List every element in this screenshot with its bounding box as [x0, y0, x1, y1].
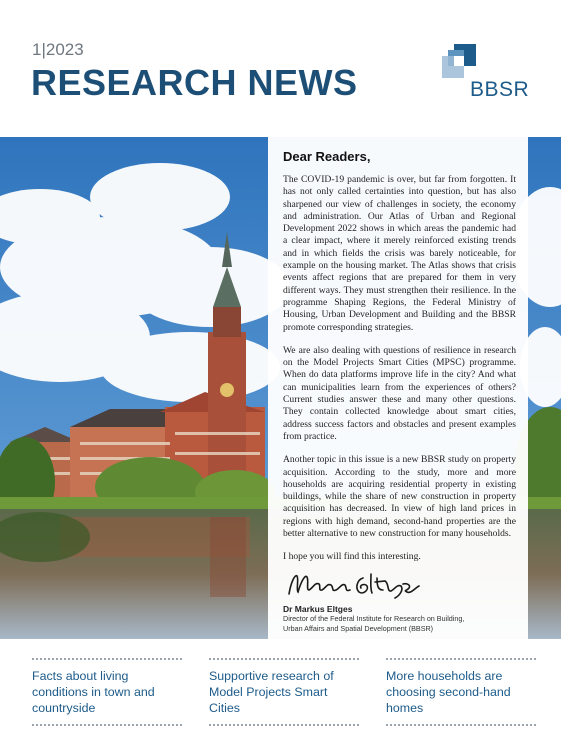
letter-closing: I hope you will find this interesting. — [283, 551, 421, 563]
letter-paragraph: We are also dealing with questions of resilience in research on the Model Projects Smart Cities (MPSC) programme. When do data platforms improve life in the city? And what can municipalities learn from the experiences of others? Current studies answer these and many other questions. They contain collected knowledge about smart cities, address success factors and obstacles and present examples from practice. — [283, 344, 516, 442]
teaser-text: More households are choosing second-hand homes — [386, 669, 511, 715]
letter-greeting: Dear Readers, — [283, 149, 371, 164]
teaser-text: Facts about living conditions in town and countryside — [32, 669, 155, 715]
letter-paragraph: The COVID-19 pandemic is over, but far from forgotten. It has not only called certainties into question, but has also sharpened our view of challenges in society, the economy and administration. Our Atlas of Urban and Regional Development 2022 shows in which areas the pandemic had a clear impact, where it merely reinforced existing trends and in which fields the crisis was barely noticeable, for example on the housing market. The Atlas shows that crisis events affect regions that are prepared for them in very different ways. They must strengthen their resilience. In the programme Shaping Regions, the Federal Ministry of Housing, Urban Development and Building and the BBSR promote corresponding strategies. — [283, 174, 516, 333]
issue-number: 1|2023 — [32, 40, 84, 59]
teaser-row — [0, 650, 561, 744]
signer-name: Dr Markus Eltges — [283, 603, 353, 614]
bbsr-logo-icon — [442, 44, 476, 78]
page-title: RESEARCH NEWS — [31, 62, 358, 103]
letter-paragraph: Another topic in this issue is a new BBSR study on property acquisition. According to the study, more and more households are acquiring residential property in existing buildings, while the share of new construction in property acquisition has decreased. In view of high land prices in regions with high demand, second-hand properties are the better alternative to new construction for many households. — [283, 454, 516, 540]
divider — [209, 658, 359, 660]
signer-role: Urban Affairs and Spatial Development (BBSR) — [283, 623, 434, 633]
signer-role: Director of the Federal Institute for Research on Building, — [283, 613, 465, 623]
teaser-text: Supportive research of Model Projects Smart Cities — [209, 669, 334, 715]
divider — [209, 724, 359, 726]
divider — [32, 658, 182, 660]
handwritten-signature — [285, 568, 435, 602]
divider — [32, 724, 182, 726]
bbsr-logo-text: BBSR — [470, 78, 530, 101]
teaser-smart-cities[interactable] — [209, 650, 359, 730]
divider — [386, 724, 536, 726]
editorial-letter — [268, 137, 528, 639]
divider — [386, 658, 536, 660]
teaser-second-hand-homes[interactable] — [386, 650, 536, 730]
teaser-living-conditions[interactable] — [32, 650, 182, 730]
